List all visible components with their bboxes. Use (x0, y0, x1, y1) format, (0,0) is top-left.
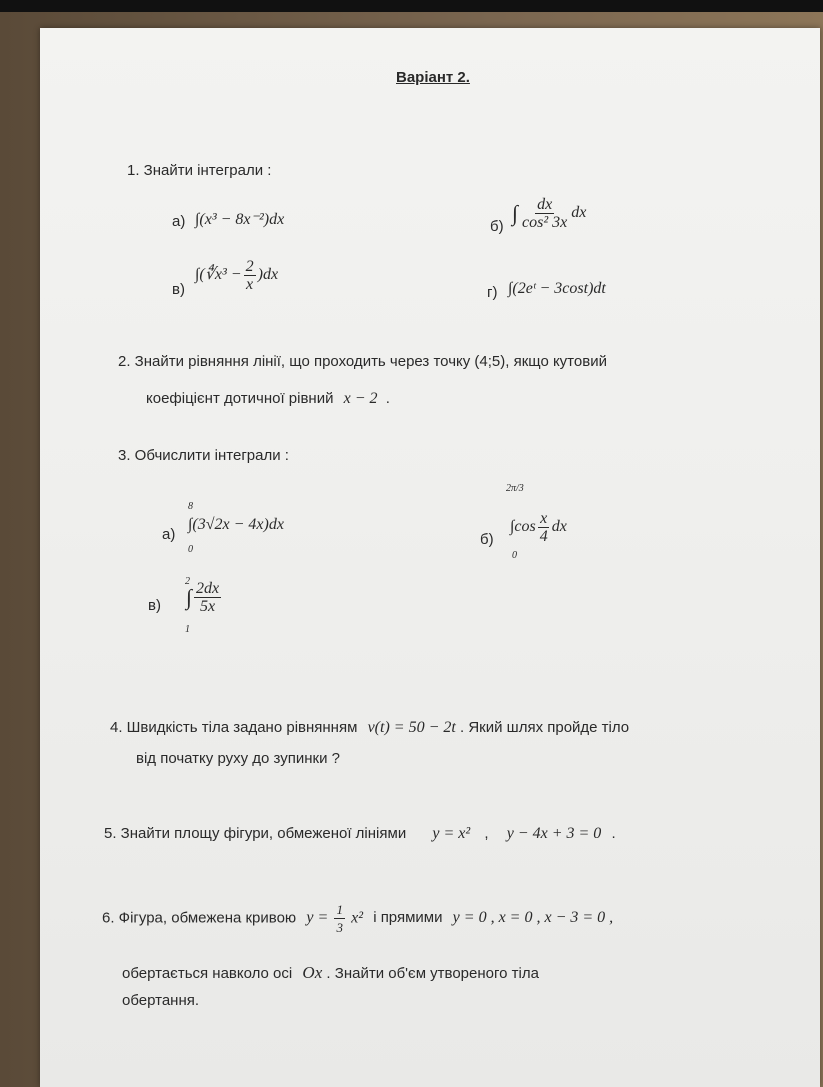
task5-text: 5. Знайти площу фігури, обмеженої лініями (104, 825, 407, 842)
task3-c-upper: 2 (185, 576, 190, 587)
task1-c-tail: )dx (257, 266, 279, 284)
task2-expr: x − 2 (343, 390, 378, 407)
task3-c-integral: ∫ $\frac{2dx}{5x}$ (186, 580, 220, 615)
task3-b-left: ∫cos (510, 518, 536, 536)
task3-heading: 3. Обчислити інтеграли : (118, 447, 289, 464)
task5-expr1: y = x² (432, 825, 471, 842)
task3-c-denominator: 5x (200, 598, 216, 615)
task3-b-upper: 2π/3 (506, 483, 524, 494)
task5-expr2: y − 4x + 3 = 0 (506, 825, 602, 842)
task1-b-label: б) (490, 218, 504, 235)
task5-sep: , (484, 825, 489, 842)
task4-line1-text: 4. Швидкість тіла задано рівнянням (110, 719, 358, 736)
task6-frac-numerator: 1 (336, 902, 343, 917)
task3-a-integral: ∫(3√2x − 4x)dx (188, 516, 284, 533)
task1-c-denominator: x (246, 276, 254, 293)
worksheet-paper (40, 28, 820, 1087)
task3-b-denominator: 4 (539, 528, 548, 545)
task1-c-left: ∫(∜x³ − (195, 266, 242, 284)
task3-c-numerator: 2dx (196, 580, 220, 597)
task5-end: . (611, 825, 616, 842)
task3-b-integral (510, 510, 567, 545)
task1-a-integral: ∫(x³ − 8x⁻²)dx (195, 211, 285, 228)
task1-b-integral: ∫ $\frac{dx}{\text{cos² 3x}}$ dx (512, 196, 587, 231)
task6-frac-denominator: 3 (336, 920, 343, 935)
task6-line1 (102, 901, 613, 936)
top-bar (0, 0, 823, 12)
task2-line1: 2. Знайти рівняння лінії, що проходить через точку (4;5), якщо кутовий (118, 353, 607, 370)
variant-title: Варіант 2. (396, 69, 470, 86)
task3-a-label: а) (162, 526, 176, 543)
task6-expr-right: x² (351, 909, 364, 927)
task1-b-denominator: cos² 3x (522, 214, 568, 231)
task3-a-upper: 8 (188, 501, 193, 512)
task6-line2-start: обертається навколо осі (122, 965, 293, 982)
task4-line1-end: . Який шлях пройде тіло (460, 719, 630, 736)
task1-b-tail: dx (571, 204, 587, 222)
task2-line2-text: коефіцієнт дотичної рівний (146, 390, 334, 407)
task6-line1-start: 6. Фігура, обмежена кривою (102, 909, 297, 927)
task1-a-label: а) (172, 213, 186, 230)
task6-line3: обертання. (122, 992, 200, 1009)
task3-b-numerator: x (540, 510, 548, 527)
task1-heading: 1. Знайти інтеграли : (127, 162, 272, 179)
task6-line2-end: . Знайти об'єм утвореного тіла (326, 965, 539, 982)
task2-line2 (146, 390, 390, 408)
task3-b-label: б) (480, 531, 494, 548)
task6-line2 (122, 963, 539, 983)
task1-c-integral (195, 258, 278, 293)
task3-c-label: в) (148, 597, 161, 614)
task1-c-label: в) (172, 281, 185, 298)
task1-b-numerator: dx (537, 196, 553, 213)
task1-d-label: г) (487, 284, 498, 301)
task6-axis: Ox (302, 963, 323, 982)
task4-expr: v(t) = 50 − 2t (367, 719, 456, 736)
task1-d-integral: ∫(2eᵗ − 3cost)dt (508, 280, 606, 297)
task6-expr-lines: y = 0 , x = 0 , x − 3 = 0 , (452, 909, 614, 927)
task6-fraction (334, 901, 345, 936)
task6-expr-left: y = (306, 909, 329, 927)
task1-c-numerator: 2 (245, 258, 254, 275)
task6-line1-mid: і прямими (373, 909, 443, 927)
task3-b-lower: 0 (512, 550, 517, 561)
task3-c-lower: 1 (185, 624, 190, 635)
task5-line (104, 825, 616, 843)
task3-a-lower: 0 (188, 544, 193, 555)
task4-line2: від початку руху до зупинки ? (136, 750, 341, 767)
task2-end: . (385, 390, 390, 407)
task4-line1 (110, 719, 629, 737)
task3-b-tail: dx (551, 518, 567, 536)
